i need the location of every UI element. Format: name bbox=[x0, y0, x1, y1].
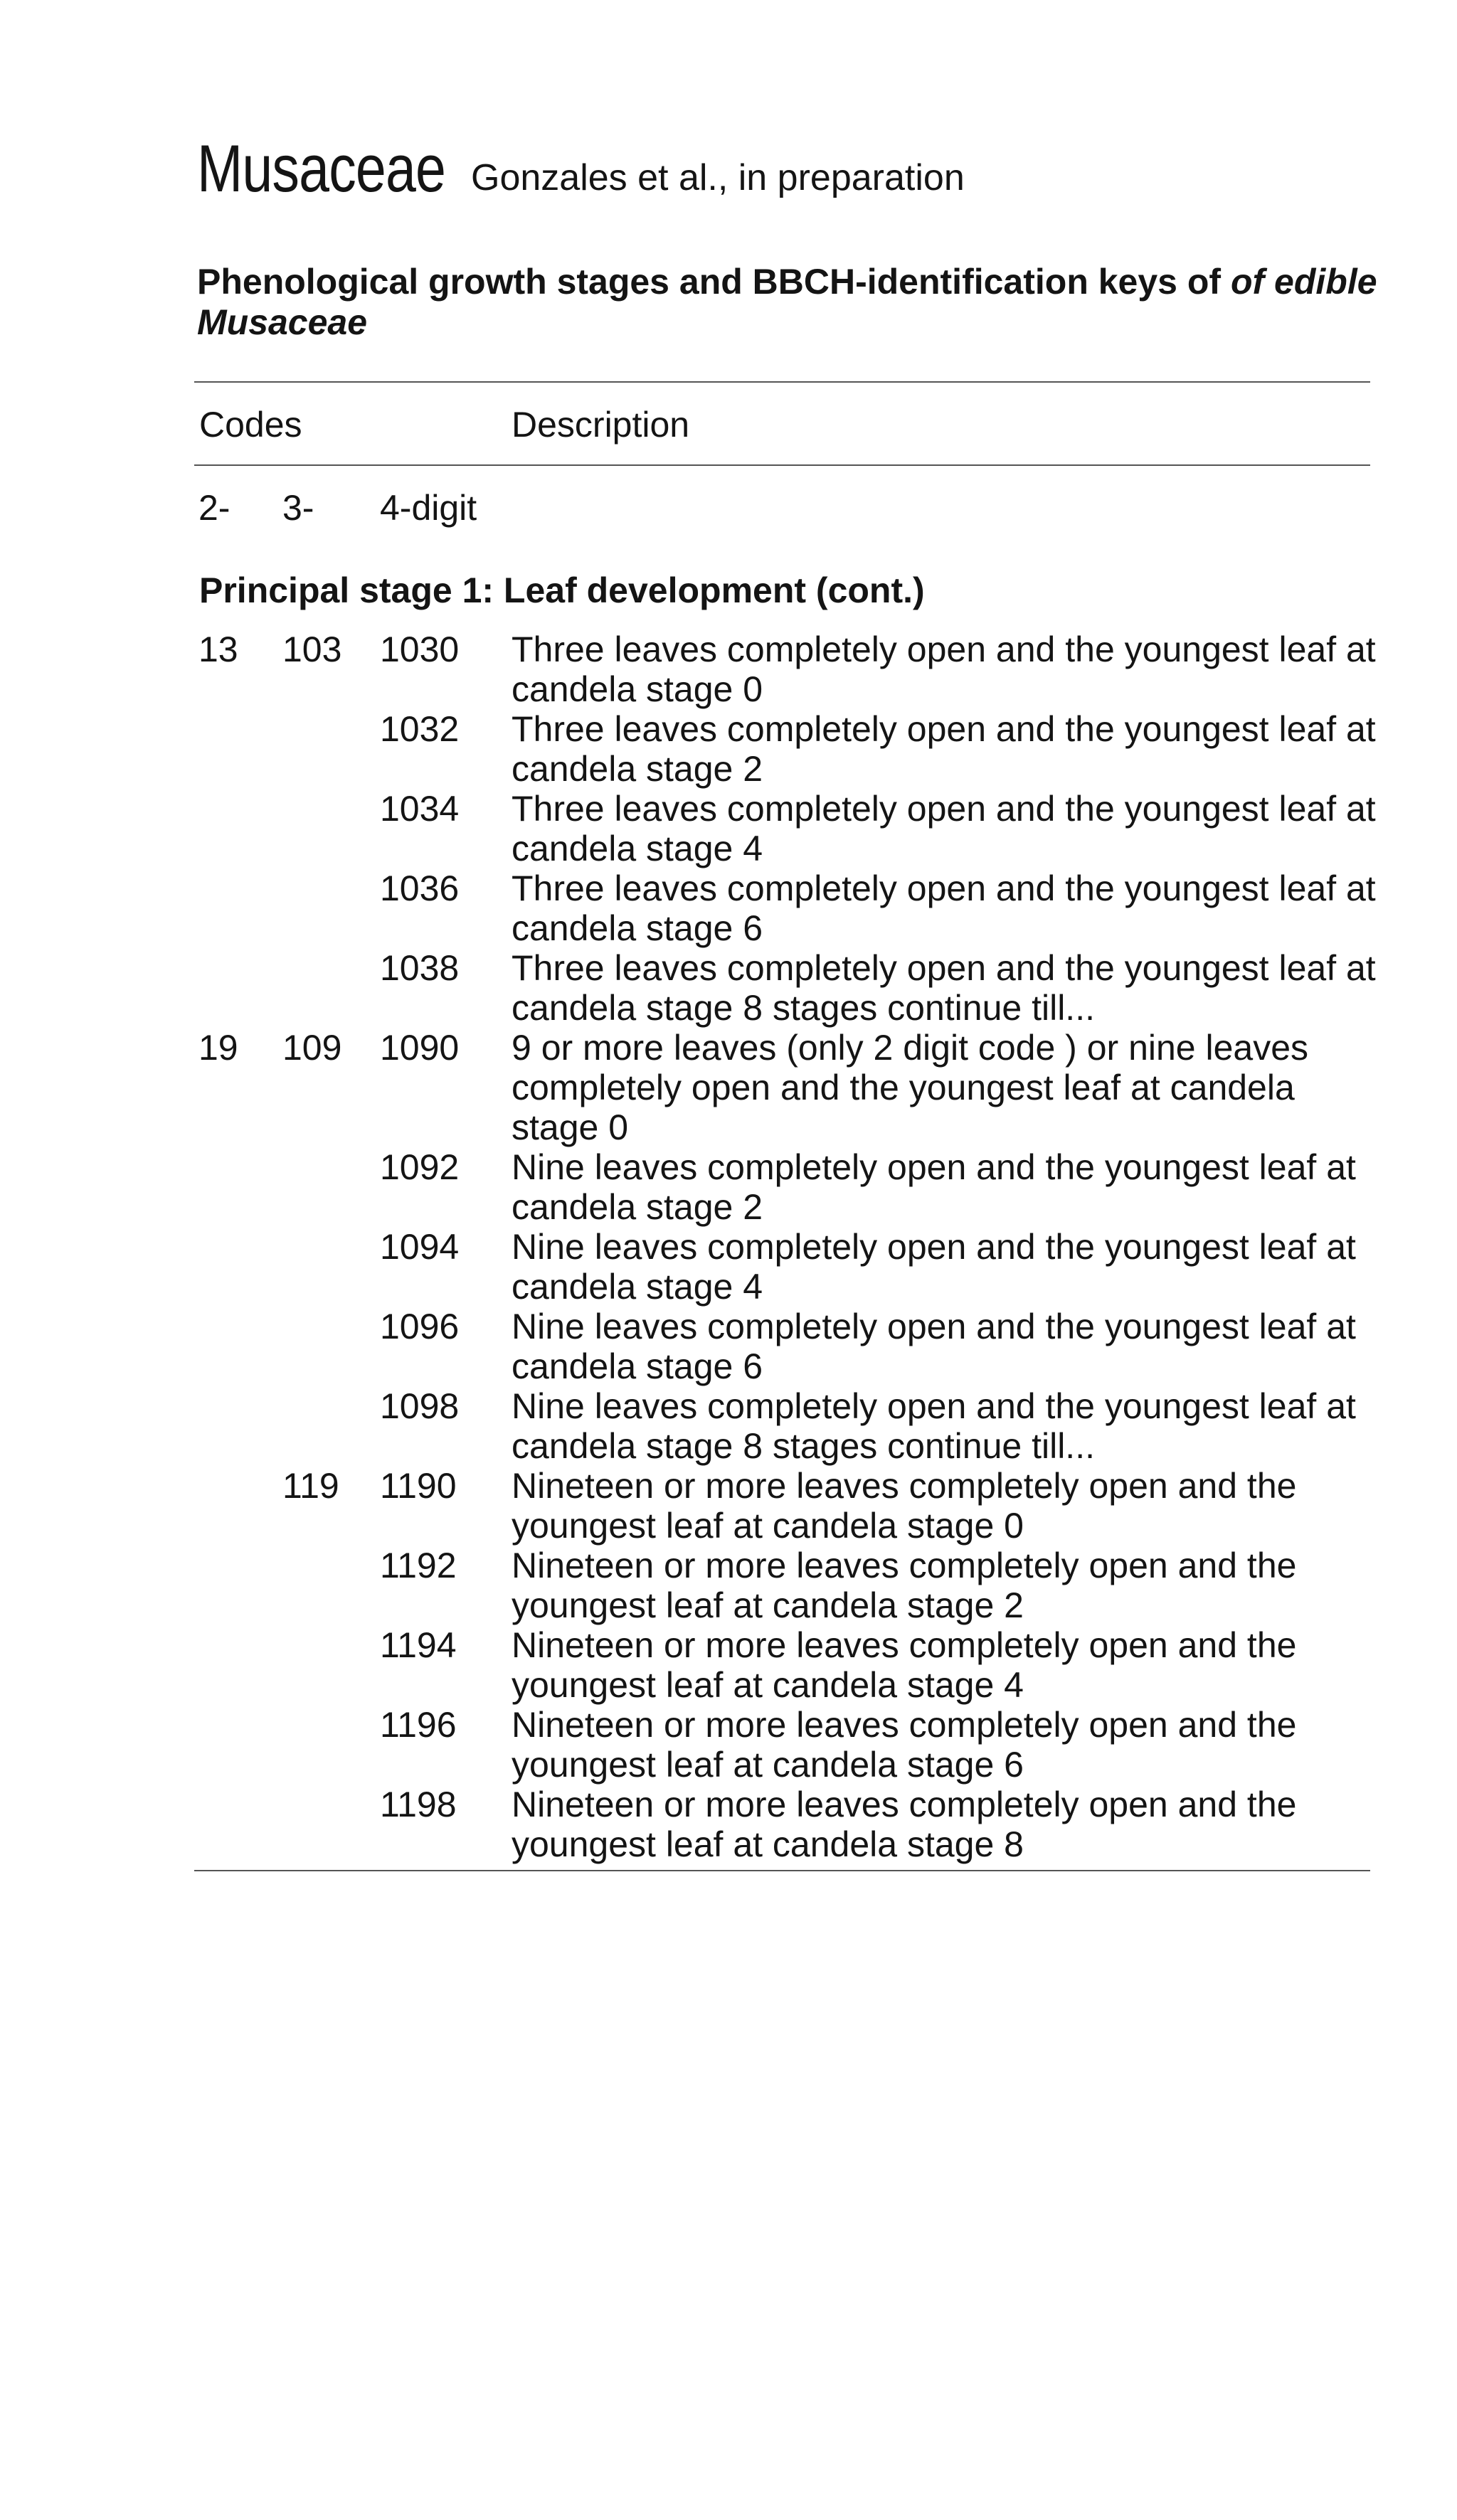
stage-description: Nine leaves completely open and the youngest leaf at candela stage 6 bbox=[512, 1307, 1356, 1386]
table-bottom-rule bbox=[194, 1870, 1370, 1871]
table-row bbox=[0, 1307, 1457, 1386]
table-row bbox=[0, 629, 1457, 709]
page-header bbox=[197, 131, 965, 206]
document-title-emphasis: of edible Musaceae bbox=[197, 262, 1377, 342]
codes-header: Codes bbox=[199, 405, 302, 445]
code-4-digit: 1196 bbox=[380, 1705, 457, 1745]
code-4-digit: 1198 bbox=[380, 1785, 457, 1824]
family-name: Musaceae bbox=[197, 131, 446, 206]
description-header: Description bbox=[512, 405, 690, 445]
code-4-digit: 1096 bbox=[380, 1307, 460, 1346]
stage-description: Nineteen or more leaves completely open and the youngest leaf at candela stage 2 bbox=[512, 1546, 1297, 1625]
stage-description: Nineteen or more leaves completely open and the youngest leaf at candela stage 4 bbox=[512, 1625, 1297, 1705]
table-row bbox=[0, 709, 1457, 789]
table-row bbox=[0, 1625, 1457, 1705]
table-row bbox=[0, 1147, 1457, 1227]
four-digit-header: 4-digit bbox=[380, 488, 477, 528]
code-4-digit: 1030 bbox=[380, 629, 460, 669]
table-row bbox=[0, 1546, 1457, 1625]
stage-description: Three leaves completely open and the youngest leaf at candela stage 6 bbox=[512, 868, 1376, 948]
stage-description: Three leaves completely open and the youngest leaf at candela stage 8 stages continue till... bbox=[512, 948, 1376, 1028]
code-4-digit: 1038 bbox=[380, 948, 460, 988]
code-2-digit: 13 bbox=[198, 629, 238, 669]
citation: Gonzales et al., in preparation bbox=[471, 157, 965, 198]
code-3-digit: 103 bbox=[282, 629, 342, 669]
table-row bbox=[0, 1466, 1457, 1546]
code-3-digit: 109 bbox=[282, 1028, 342, 1068]
code-4-digit: 1194 bbox=[380, 1625, 457, 1665]
table-top-rule bbox=[194, 381, 1370, 383]
code-4-digit: 1094 bbox=[380, 1227, 460, 1267]
three-digit-header: 3- bbox=[282, 488, 314, 528]
section-title: Principal stage 1: Leaf development (cont.) bbox=[199, 570, 925, 610]
table-row bbox=[0, 948, 1457, 1028]
code-4-digit: 1036 bbox=[380, 868, 460, 908]
table-header-rule bbox=[194, 464, 1370, 466]
table-row bbox=[0, 1028, 1457, 1147]
stage-description: Nine leaves completely open and the youngest leaf at candela stage 8 stages continue till... bbox=[512, 1386, 1356, 1466]
table-row bbox=[0, 789, 1457, 868]
table-row bbox=[0, 1386, 1457, 1466]
document-title-text: Phenological growth stages and BBCH-identification keys of bbox=[197, 262, 1231, 302]
code-4-digit: 1090 bbox=[380, 1028, 460, 1068]
code-4-digit: 1098 bbox=[380, 1386, 460, 1426]
stage-description: Nine leaves completely open and the youngest leaf at candela stage 4 bbox=[512, 1227, 1356, 1307]
code-4-digit: 1092 bbox=[380, 1147, 460, 1187]
code-4-digit: 1190 bbox=[380, 1466, 457, 1506]
document-title bbox=[197, 262, 1392, 343]
stage-description: Nineteen or more leaves completely open and the youngest leaf at candela stage 6 bbox=[512, 1705, 1297, 1785]
code-4-digit: 1034 bbox=[380, 789, 460, 829]
code-2-digit: 19 bbox=[198, 1028, 238, 1068]
table-row bbox=[0, 868, 1457, 948]
table-row bbox=[0, 1227, 1457, 1307]
stage-description: Nineteen or more leaves completely open and the youngest leaf at candela stage 8 bbox=[512, 1785, 1297, 1864]
code-3-digit: 119 bbox=[282, 1466, 339, 1506]
stage-description: Three leaves completely open and the youngest leaf at candela stage 2 bbox=[512, 709, 1376, 789]
code-4-digit: 1192 bbox=[380, 1546, 457, 1585]
code-4-digit: 1032 bbox=[380, 709, 460, 749]
stage-table-body bbox=[0, 629, 1457, 1864]
stage-description: Three leaves completely open and the youngest leaf at candela stage 0 bbox=[512, 629, 1376, 709]
stage-description: Nine leaves completely open and the youngest leaf at candela stage 2 bbox=[512, 1147, 1356, 1227]
stage-description: Three leaves completely open and the youngest leaf at candela stage 4 bbox=[512, 789, 1376, 868]
stage-description: Nineteen or more leaves completely open and the youngest leaf at candela stage 0 bbox=[512, 1466, 1297, 1546]
table-row bbox=[0, 1705, 1457, 1785]
table-row bbox=[0, 1785, 1457, 1864]
two-digit-header: 2- bbox=[198, 488, 231, 528]
stage-description: 9 or more leaves (only 2 digit code ) or nine leaves completely open and the youngest leaf at candela stage 0 bbox=[512, 1028, 1309, 1147]
